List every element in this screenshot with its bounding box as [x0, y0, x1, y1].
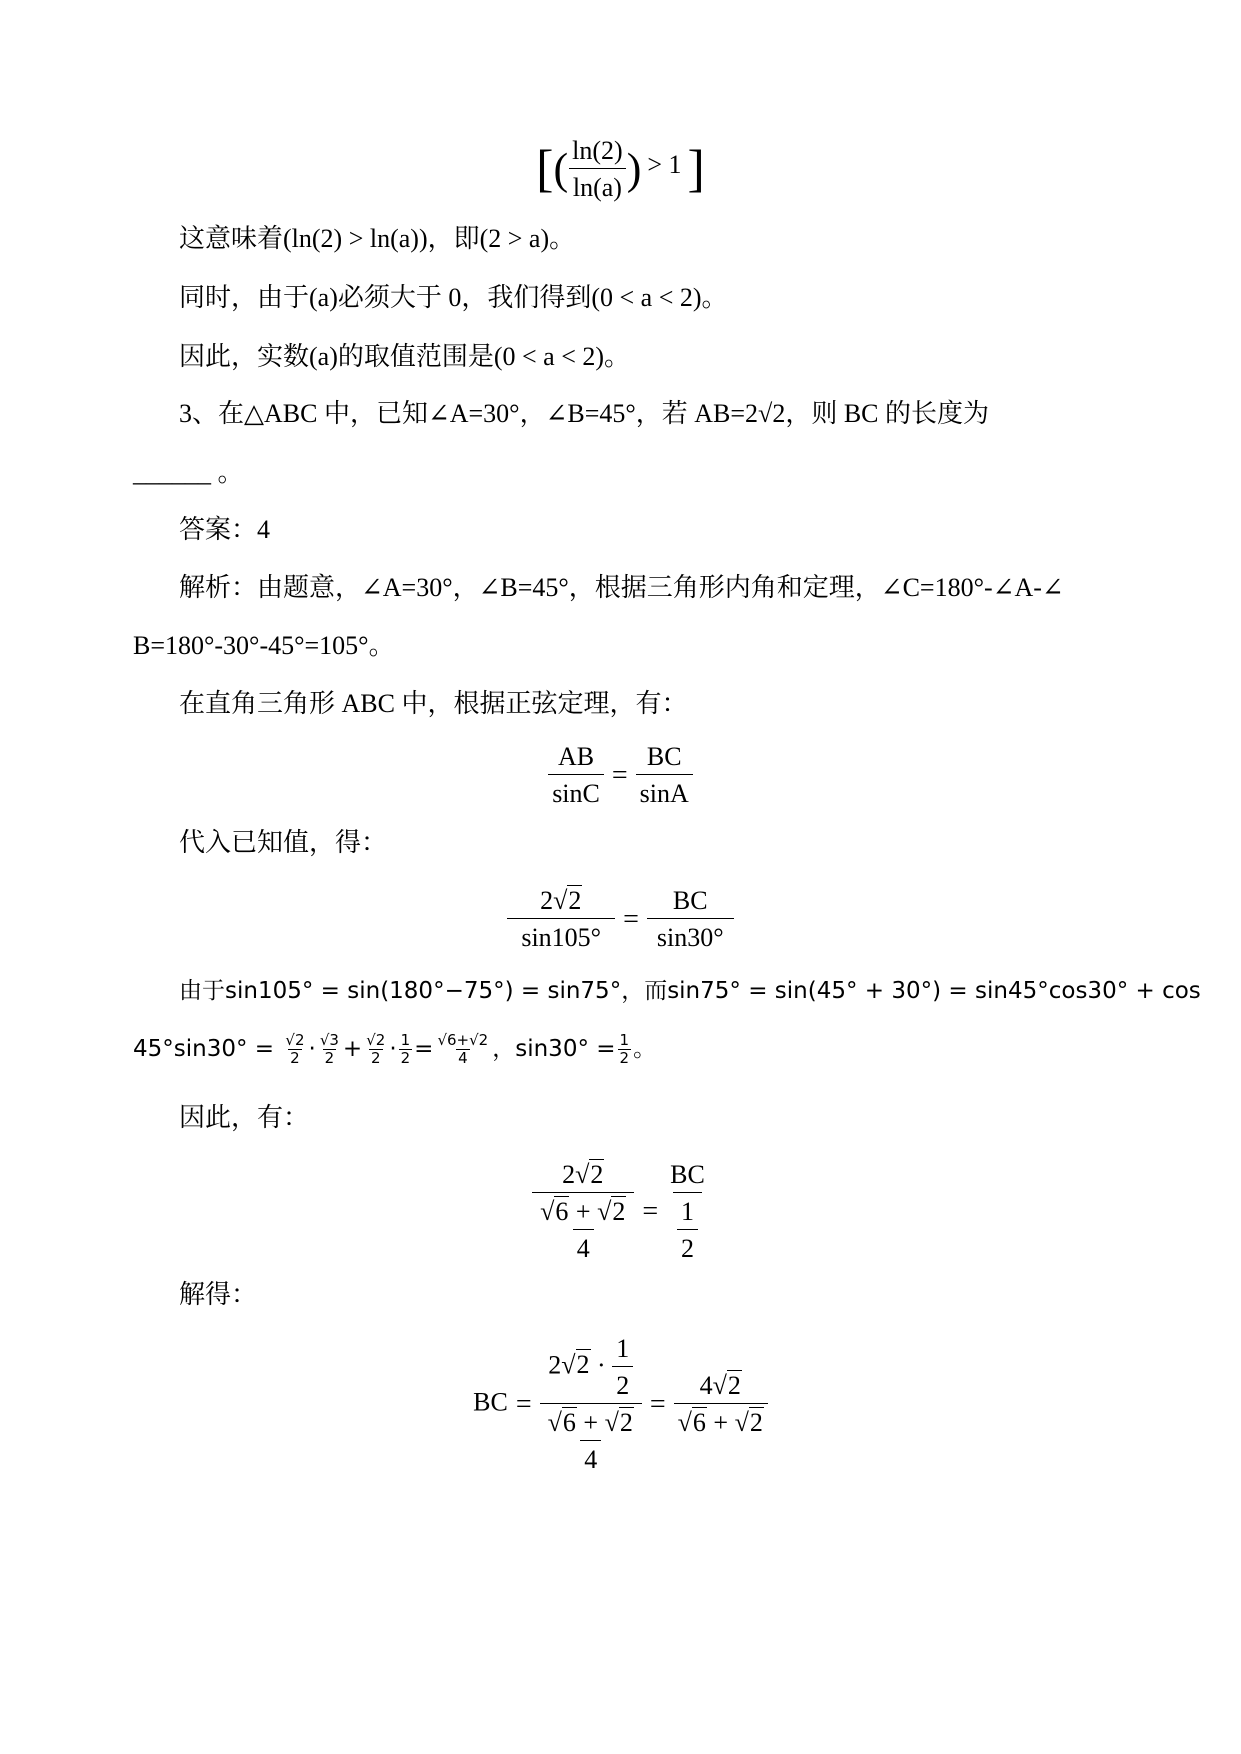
eq2-left-fraction: [507, 886, 615, 953]
frac-sqrt2-over-2: $\frac{√2}{2}$: [285, 1031, 305, 1067]
analysis-line-2: B=180°-30°-45°=105°。: [133, 631, 395, 660]
radicand: 2: [568, 886, 582, 915]
eq4-right-numerator: 4√2: [699, 1371, 741, 1400]
eq2-left-numerator: [536, 886, 586, 918]
substitute-intro: 代入已知值，得：: [179, 828, 388, 857]
left-paren: (: [553, 144, 569, 194]
question-3-blank: ______ 。: [133, 458, 244, 487]
eq2-right-denominator: sin30°: [647, 918, 734, 953]
eq2-coefficient: 2: [540, 886, 554, 915]
text-line-range: 因此，实数(a)的取值范围是(0 < a < 2)。: [179, 342, 631, 371]
eq2-right-numerator: BC: [672, 886, 708, 915]
derivation-line-1: 由于sin105° = sin(180°−75°) = sin75°，而sin75° = sin(45° + 30°) = sin45°cos30° + cos: [179, 978, 1201, 1004]
eq4-inner-denominator: 4: [580, 1440, 601, 1475]
derivation-suffix: ，sin30° =: [492, 1036, 616, 1062]
text-line-meaning: 这意味着(ln(2) > ln(a))，即(2 > a)。: [179, 224, 576, 253]
eq1-left-fraction: [548, 742, 604, 809]
inequality-tail: > 1: [647, 150, 682, 180]
frac-1-over-2-b: $\frac{1}{2}$: [619, 1031, 630, 1067]
eq1-left-numerator: AB: [557, 742, 595, 771]
equals-sign: =: [623, 903, 639, 935]
therefore-text: 因此，有：: [179, 1103, 310, 1132]
half-denominator: 2: [677, 1229, 698, 1264]
eq3-inner-fraction: $\frac{√6 + √2}{4}$: [540, 1197, 626, 1263]
eq4-half-numerator: 1: [616, 1334, 630, 1363]
eq3-left-fraction: [532, 1160, 634, 1264]
eq4-half-denominator: 2: [612, 1366, 633, 1401]
eq1-right-fraction: [636, 742, 693, 809]
ln-denominator: ln(a): [569, 168, 626, 203]
equals-sign: =: [515, 1388, 532, 1420]
eq3-left-numerator: 2√2: [562, 1160, 604, 1189]
eq3-inner-denominator: 4: [573, 1229, 594, 1264]
inequality-block: [0, 136, 1241, 203]
eq4-right-fraction: [674, 1371, 768, 1438]
equals-sign: =: [642, 1196, 659, 1227]
equals-sign: =: [611, 759, 628, 791]
ln-fraction: [568, 136, 627, 203]
eq2-right-fraction: [647, 886, 734, 953]
eq2-left-denominator: sin105°: [507, 918, 615, 953]
eq1-left-denominator: sinC: [548, 774, 604, 809]
text-line-positive: 同时，由于(a)必须大于 0，我们得到(0 < a < 2)。: [179, 283, 728, 312]
compound-equation: [0, 1160, 1241, 1264]
equals-sign-2: =: [649, 1388, 666, 1420]
analysis-line-1: 解析：由题意，∠A=30°，∠B=45°，根据三角形内角和定理，∠C=180°-∠A-∠: [179, 573, 1064, 602]
sqrt-2: √2: [553, 886, 582, 915]
ln-numerator: ln(2): [572, 136, 623, 165]
frac-sqrt6-plus-sqrt2-over-4: $\frac{√6+√2}{4}$: [437, 1031, 489, 1067]
right-paren: ): [626, 144, 642, 194]
sine-law-equation: [0, 742, 1241, 809]
eq4-middle-denominator: $\frac{√6 + √2}{4}$: [540, 1403, 642, 1475]
right-bracket: ]: [687, 140, 705, 198]
eq4-right-denominator: √6 + √2: [674, 1403, 768, 1438]
eq4-middle-fraction: [540, 1334, 642, 1475]
frac-1-over-2: $\frac{1}{2}$: [400, 1031, 411, 1067]
eq1-right-denominator: sinA: [636, 774, 693, 809]
sine-law-intro: 在直角三角形 ABC 中，根据正弦定理，有：: [179, 689, 688, 718]
left-bracket: [: [536, 140, 554, 198]
eq4-lhs: BC: [473, 1387, 508, 1417]
substituted-equation: [0, 886, 1241, 953]
eq4-middle-numerator: 2√2 · $\frac{1}{2}$: [544, 1334, 637, 1403]
derivation-end: 。: [633, 1036, 657, 1062]
derivation-prefix: 45°sin30° =: [133, 1036, 275, 1062]
eq3-right-denominator: [673, 1192, 702, 1264]
eq3-right-numerator: BC: [670, 1160, 705, 1189]
eq1-right-numerator: BC: [646, 742, 682, 771]
solution-equation: [0, 1334, 1241, 1475]
eq3-right-fraction: [666, 1160, 709, 1264]
question-3-text: 3、在△ABC 中，已知∠A=30°，∠B=45°，若 AB=2√2，则 BC 的长度为: [179, 399, 989, 428]
half-numerator: 1: [681, 1197, 695, 1226]
solve-text: 解得：: [179, 1280, 258, 1309]
derivation-line-2: 45°sin30° = $\frac{√2}{2}$ · $\frac{√3}{2}$ + $\frac{√2}{2}$ · $\frac{1}{2}$ = $\frac{√6+√2}{4}$ ，sin30° = $\frac{1}{2}$ 。: [133, 1031, 657, 1067]
frac-sqrt3-over-2: $\frac{√3}{2}$: [319, 1031, 339, 1067]
frac-sqrt2-over-2-b: $\frac{√2}{2}$: [366, 1031, 386, 1067]
answer-text: 答案：4: [179, 515, 271, 544]
eq3-left-denominator: [532, 1192, 634, 1264]
